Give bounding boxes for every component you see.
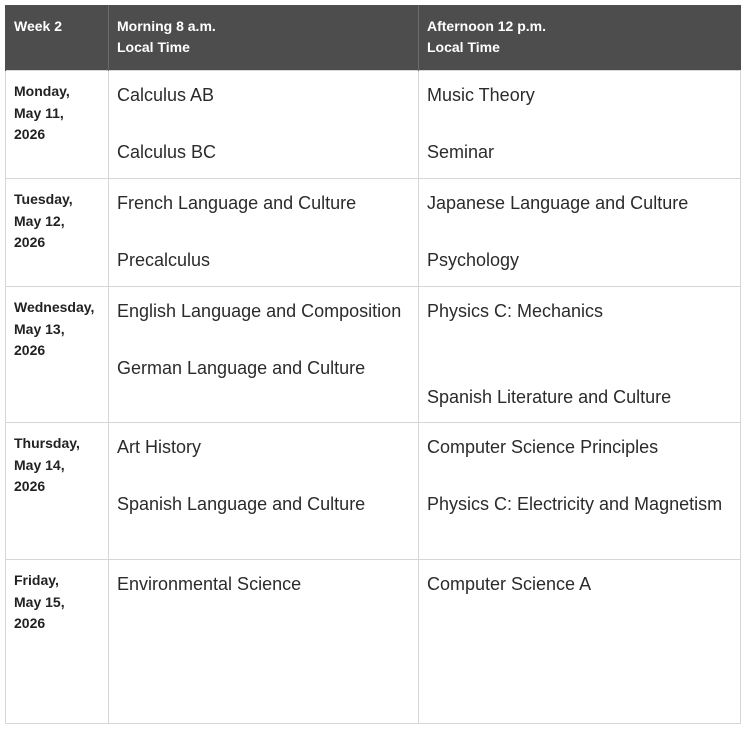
afternoon-cell xyxy=(419,71,741,179)
day-cell xyxy=(6,179,109,287)
morning-cell xyxy=(109,423,419,560)
year: 2026 xyxy=(14,478,46,494)
exam-name: German Language and Culture xyxy=(117,358,366,378)
weekday: Wednesday, xyxy=(14,299,95,315)
exam-name: Psychology xyxy=(427,250,520,270)
afternoon-cell xyxy=(419,179,741,287)
year: 2026 xyxy=(14,126,46,142)
exam-name: Environmental Science xyxy=(117,574,302,594)
day-cell xyxy=(6,560,109,724)
exam-name: Japanese Language and Culture xyxy=(427,193,689,213)
year: 2026 xyxy=(14,615,46,631)
morning-local-time-label: Local Time xyxy=(117,39,190,55)
exam-name: Computer Science A xyxy=(427,574,592,594)
exam-name: Spanish Literature and Culture xyxy=(427,387,672,407)
exam-name: Physics C: Mechanics xyxy=(427,301,604,321)
day-cell xyxy=(6,287,109,423)
morning-cell xyxy=(109,179,419,287)
table-row-wednesday xyxy=(6,287,741,423)
morning-time-label: Morning 8 a.m. xyxy=(117,18,216,34)
exam-name: Physics C: Electricity and Magnetism xyxy=(427,494,723,514)
afternoon-local-time-label: Local Time xyxy=(427,39,500,55)
table-row-monday xyxy=(6,71,741,179)
morning-cell xyxy=(109,560,419,724)
exam-name: Calculus AB xyxy=(117,85,215,105)
exam-name: Precalculus xyxy=(117,250,211,270)
year: 2026 xyxy=(14,342,46,358)
date: May 11, xyxy=(14,104,64,121)
weekday: Tuesday, xyxy=(14,191,73,207)
morning-header xyxy=(109,5,419,71)
exam-name: Spanish Language and Culture xyxy=(117,494,366,514)
afternoon-cell xyxy=(419,287,741,423)
date: May 15, xyxy=(14,593,65,610)
date: May 13, xyxy=(14,320,65,337)
table-row-thursday xyxy=(6,423,741,560)
afternoon-cell xyxy=(419,423,741,560)
table-row-tuesday xyxy=(6,179,741,287)
table-row-friday xyxy=(6,560,741,724)
week-header xyxy=(6,5,109,71)
exam-name: Art History xyxy=(117,437,202,457)
date: May 14, xyxy=(14,456,65,473)
header-row xyxy=(6,5,741,71)
morning-cell xyxy=(109,71,419,179)
exam-name: English Language and Composition xyxy=(117,301,402,321)
day-cell xyxy=(6,423,109,560)
afternoon-cell xyxy=(419,560,741,724)
morning-cell xyxy=(109,287,419,423)
exam-schedule-table xyxy=(5,5,741,724)
weekday: Friday, xyxy=(14,572,59,588)
year: 2026 xyxy=(14,234,46,250)
week-label: Week 2 xyxy=(14,18,62,34)
date: May 12, xyxy=(14,212,65,229)
exam-name: Calculus BC xyxy=(117,142,217,162)
afternoon-time-label: Afternoon 12 p.m. xyxy=(427,18,547,34)
afternoon-header xyxy=(419,5,741,71)
weekday: Thursday, xyxy=(14,435,80,451)
exam-name: Music Theory xyxy=(427,85,535,105)
day-cell xyxy=(6,71,109,179)
exam-name: French Language and Culture xyxy=(117,193,357,213)
exam-name: Computer Science Principles xyxy=(427,437,659,457)
exam-name: Seminar xyxy=(427,142,495,162)
weekday: Monday, xyxy=(14,83,70,99)
